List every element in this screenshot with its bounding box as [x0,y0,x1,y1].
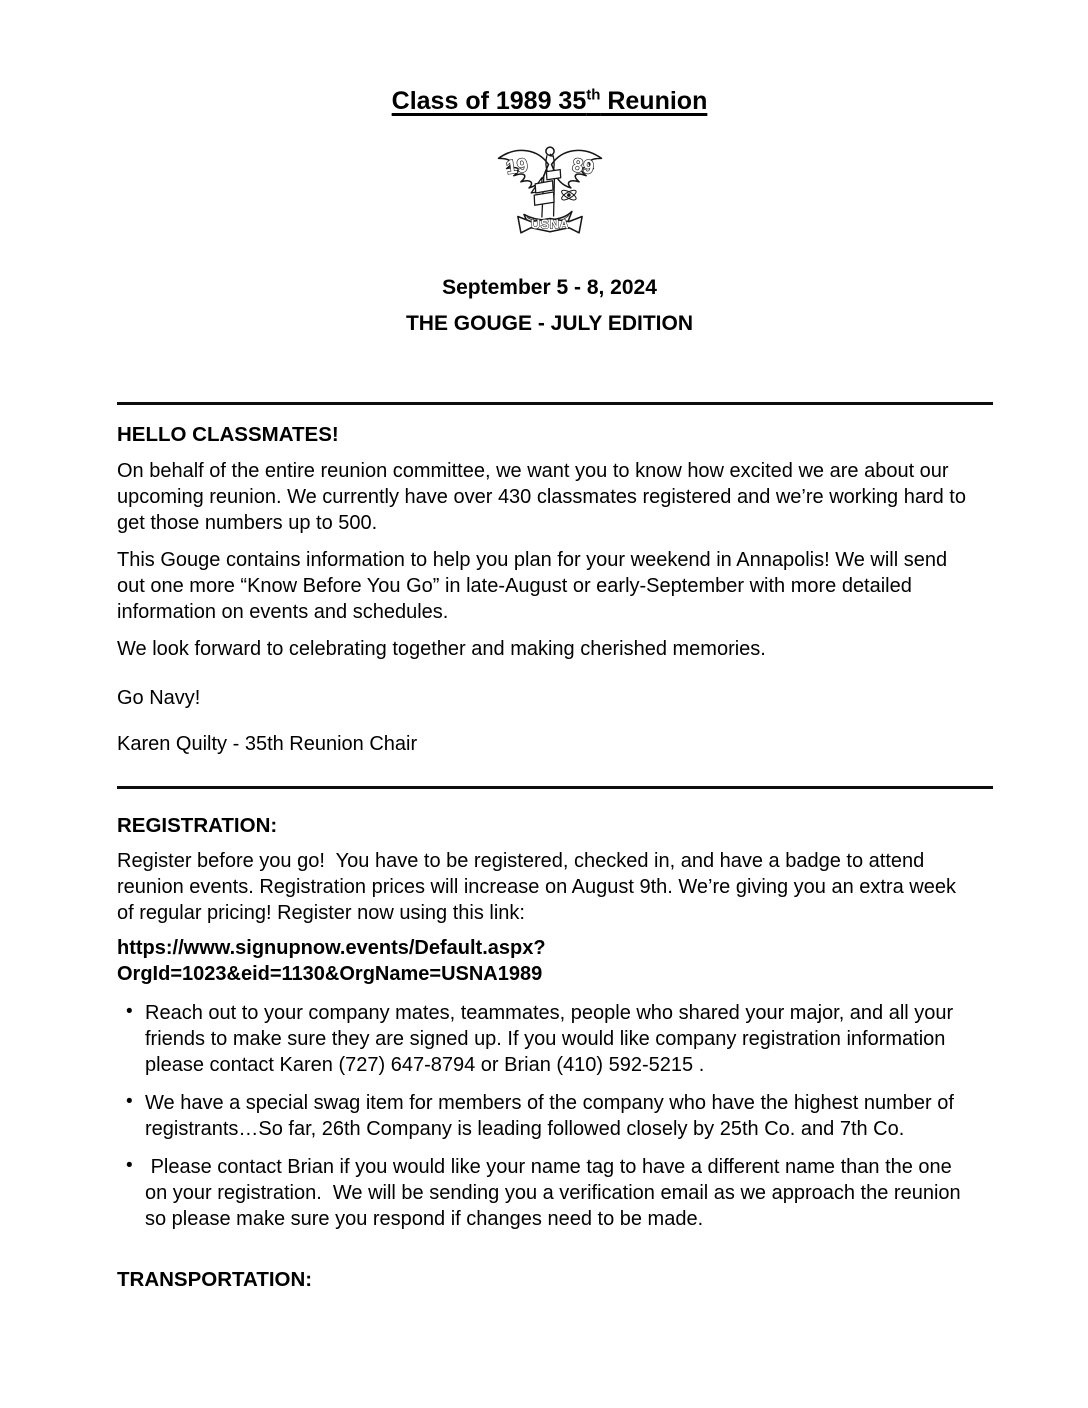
signoff-line: Go Navy! [117,687,201,709]
bullet-item-name-tag: • Please contact Brian if you would like your name tag to have a different name than the one on your registration. We will be sending you a verification email as we approach the reunion so please make sure you respond if changes need to be made. [117,1154,979,1232]
section-divider [117,402,993,405]
signature-line: Karen Quilty - 35th Reunion Chair [117,733,418,755]
crest-year-right: 89 [570,154,595,180]
page-title-superscript: th [586,86,601,104]
hello-paragraph-3: We look forward to celebrating together and making cherished memories. [117,638,766,660]
page-title-main: Class of 1989 35 [391,87,587,115]
usna-1989-class-crest-icon [491,140,609,242]
bullet-item-company-mates: • Reach out to your company mates, teammates, people who shared your major, and all your friends to make sure they are signed up. If you would like company registration information please contact Karen (727) 647-8794 or Brian (410) 592-5215 . [117,1000,979,1078]
page-title [117,86,982,116]
logo-row [117,140,982,242]
hello-heading: HELLO CLASSMATES! [117,423,339,446]
page-title-tail: Reunion [600,87,708,115]
registration-heading: REGISTRATION: [117,814,278,837]
bullet-item-swag: • We have a special swag item for members of the company who have the highest number of registrants…So far, 26th Company is leading followed closely by 25th Co. and 7th Co. [117,1090,979,1142]
event-date-line: September 5 - 8, 2024 [442,276,657,299]
registration-link-line-2: OrgId=1023&eid=1130&OrgName=USNA1989 [117,963,543,985]
crest-ribbon-text: USNA [530,216,569,232]
hello-paragraph-1: On behalf of the entire reunion committee, we want you to know how excited we are about our upcoming reunion. We currently have over 430 classmates registered and we’re working hard to get those numbers up to 500. [117,460,972,534]
registration-link [117,935,982,987]
registration-bullet-list [117,1000,979,1232]
edition-line: THE GOUGE - JULY EDITION [405,312,694,335]
section-divider [117,786,993,789]
hello-paragraph-2: This Gouge contains information to help you plan for your weekend in Annapolis! We will send out one more “Know Before You Go” in late-August or early-September with more detailed information on events and schedules. [117,549,953,623]
registration-intro: Register before you go! You have to be registered, checked in, and have a badge to attend reunion events. Registration prices will increase on August 9th. We’re giving you an extra week of regular pricing! Register now using this link: [117,850,962,924]
atom-icon [560,188,577,201]
crest-year-left: 19 [504,154,529,180]
registration-link-line-1: https://www.signupnow.events/Default.aspx? [117,937,546,959]
transportation-heading: TRANSPORTATION: [117,1268,313,1291]
